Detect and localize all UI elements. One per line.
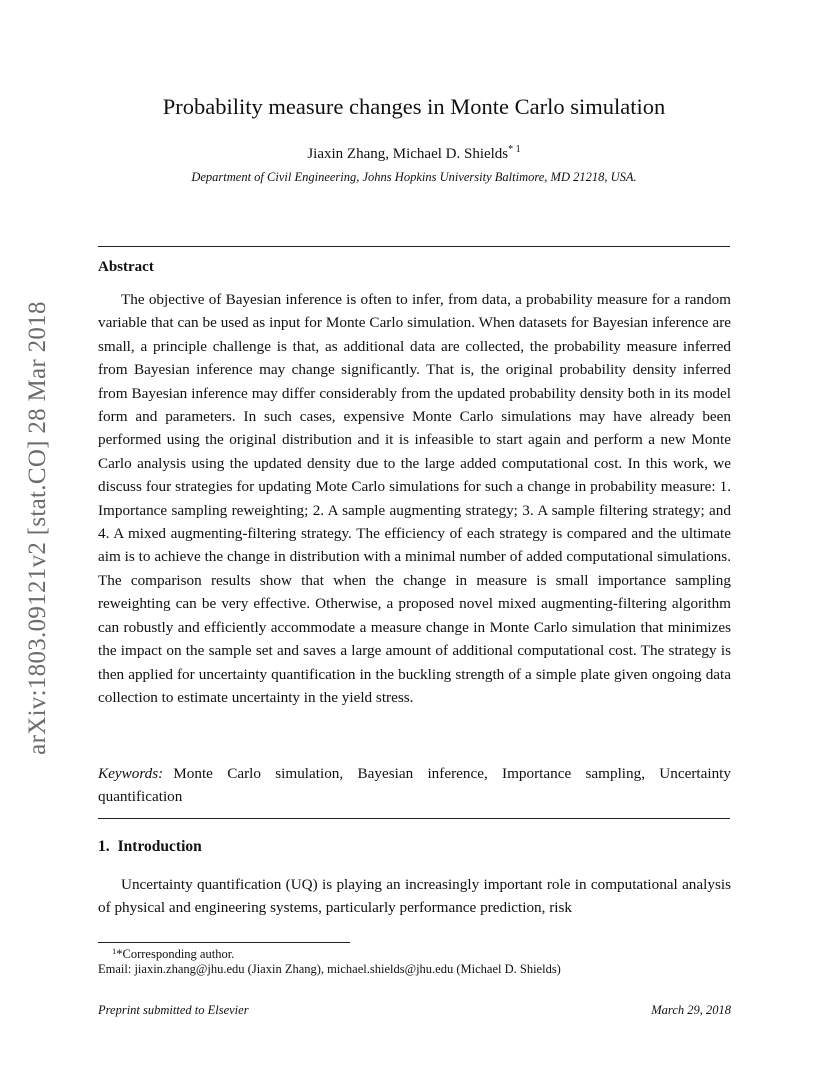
keywords [98,762,731,809]
top-rule [98,246,730,247]
author-names: Jiaxin Zhang, Michael D. Shields [307,146,509,162]
author-line [98,144,730,163]
footnote-text: *Corresponding author. [116,947,235,961]
footer-preprint: Preprint submitted to Elsevier [98,1003,249,1017]
abstract-heading: Abstract [98,259,154,275]
paper-title: Probability measure changes in Monte Carlo simulation [162,94,666,119]
footnote-mark: 1 [112,946,117,956]
arxiv-identifier: arXiv:1803.09121v2 [stat.CO] 28 Mar 2018 [24,301,51,755]
affiliation: Department of Civil Engineering, Johns Hopkins University Baltimore, MD 21218, USA. [191,170,637,184]
footnote-rule [98,942,350,943]
section-heading [98,838,202,856]
keywords-label: Keywords: [98,765,164,782]
keywords-text: Monte Carlo simulation, Bayesian inference, Importance sampling, Uncertainty quantification [98,765,731,806]
introduction-text: Uncertainty quantification (UQ) is playing an increasingly important role in computational analysis of physical and engineering systems, particularly performance prediction, risk [98,876,731,917]
section-title: Introduction [117,838,202,855]
author-footnote-mark: * 1 [508,144,521,155]
section-number: 1. [98,838,110,855]
footnote-corresponding [112,946,234,962]
bottom-rule [98,818,730,819]
footnote-email: Email: jiaxin.zhang@jhu.edu (Jiaxin Zhang), michael.shields@jhu.edu (Michael D. Shields) [98,962,561,976]
footer-date: March 29, 2018 [651,1003,731,1017]
abstract-text: The objective of Bayesian inference is often to infer, from data, a probability measure for a random variable that can be used as input for Monte Carlo simulation. When datasets for Bayesian inference are small, a principle challenge is that, as additional data are collected, the probability measure inferred from Bayesian inference may change significantly. That is, the original probability density inferred from Bayesian inference may differ considerably from the updated probability density both in its model form and parameters. In such cases, expensive Monte Carlo simulations may have already been performed using the original distribution and it is infeasible to start again and perform a new Monte Carlo analysis using the updated density due to the large added computational cost. In this work, we discuss four strategies for updating Mote Carlo simulations for such a change in probability measure: 1. Importance sampling reweighting; 2. A sample augmenting strategy; 3. A sample filtering strategy; and 4. A mixed augmenting-filtering strategy. The efficiency of each strategy is compared and the ultimate aim is to achieve the change in distribution with a minimal number of added computational simulations. The comparison results show that when the change in measure is small importance sampling reweighting can be very effective. Otherwise, a proposed novel mixed augmenting-filtering algorithm can robustly and efficiently accommodate a measure change in Monte Carlo simulation that minimizes the impact on the sample set and saves a large amount of additional computational cost. The strategy is then applied for uncertainty quantification in the buckling strength of a simple plate given ongoing data collection to estimate uncertainty in the yield stress. [98,291,731,706]
